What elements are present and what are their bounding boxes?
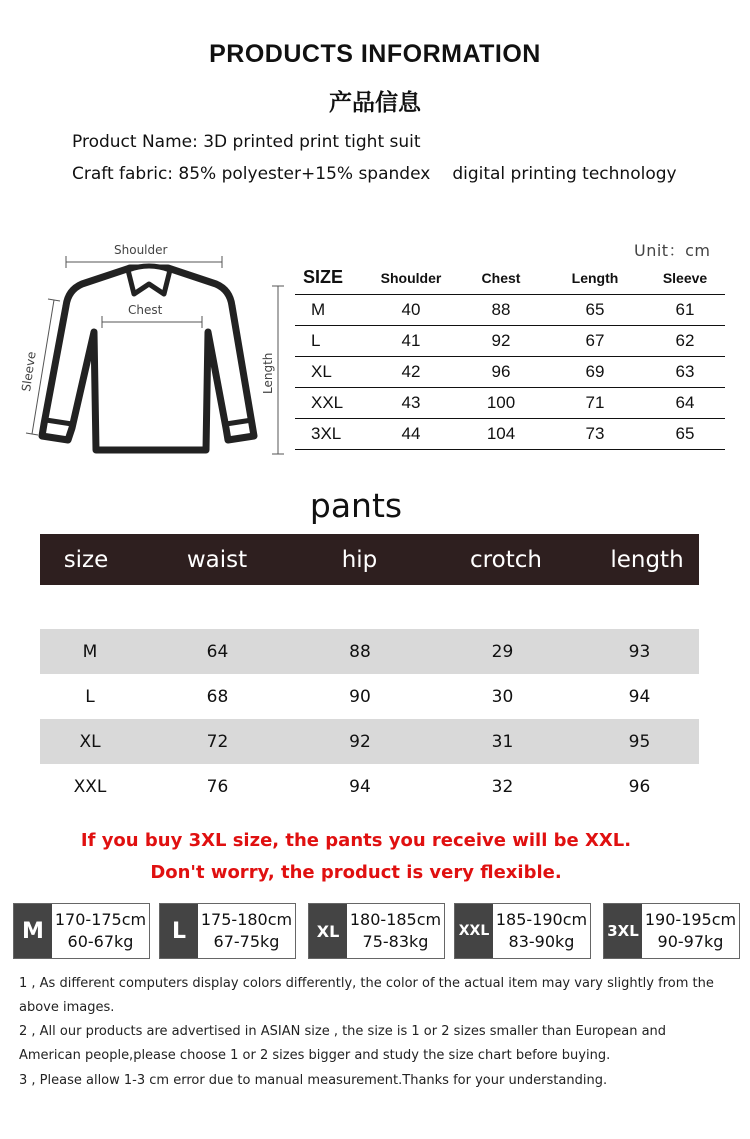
- chest-label: Chest: [128, 303, 163, 317]
- pants-cell-length: 93: [628, 641, 651, 662]
- size-height: 190-195cm: [644, 910, 737, 929]
- pants-cell-waist: 64: [206, 641, 229, 662]
- fabric-label: Craft fabric: 85% polyester+: [72, 164, 316, 184]
- cell-size: XXL: [295, 387, 365, 418]
- pants-cell-length: 95: [628, 731, 651, 752]
- pants-cell-length: 94: [628, 686, 651, 707]
- size-values: [52, 904, 149, 958]
- pants-cell-crotch: 31: [491, 731, 514, 752]
- cell-chest: 104: [457, 418, 545, 449]
- cell-sleeve: 63: [645, 356, 725, 387]
- pants-cell-hip: 90: [349, 686, 371, 707]
- size-weight: 60-67kg: [67, 932, 134, 951]
- note-asian-size: 2 , All our products are advertised in ASIAN size , the size is 1 or 2 sizes smaller than European and American people,please choose 1 or 2 sizes bigger and study the size chart before buying.: [19, 1024, 667, 1063]
- size-weight: 90-97kg: [657, 932, 724, 951]
- size-tag: XXL: [455, 904, 493, 958]
- pants-cell-waist: 72: [206, 731, 229, 752]
- page-title: PRODUCTS INFORMATION: [209, 40, 541, 68]
- fabric-spandex: 15% spandex: [315, 164, 431, 184]
- shirt-diagram: [10, 236, 290, 466]
- cell-length: 67: [545, 325, 645, 356]
- table-row: [295, 418, 725, 449]
- cell-shoulder: 42: [365, 356, 457, 387]
- size-height: 185-190cm: [495, 910, 588, 929]
- pants-header-row: [40, 534, 699, 585]
- pants-row: [40, 629, 699, 674]
- header-length: Length: [545, 262, 645, 294]
- size-weight: 83-90kg: [508, 932, 575, 951]
- pants-title: pants: [309, 486, 403, 525]
- pants-cell-crotch: 32: [491, 776, 514, 797]
- cell-chest: 100: [457, 387, 545, 418]
- table-row: [295, 294, 725, 325]
- size-weight: 67-75kg: [213, 932, 280, 951]
- pants-row: [40, 719, 699, 764]
- pants-cell-waist: 68: [206, 686, 229, 707]
- size-height: 170-175cm: [54, 910, 147, 929]
- size-tag: 3XL: [604, 904, 642, 958]
- cell-shoulder: 40: [365, 294, 457, 325]
- table-header-row: [295, 262, 725, 294]
- pants-header-crotch: crotch: [470, 546, 542, 573]
- pants-cell-hip: 88: [349, 641, 371, 662]
- warning-line-1: If you buy 3XL size, the pants you receive will be XXL.: [80, 830, 632, 851]
- cell-length: 69: [545, 356, 645, 387]
- cell-size: L: [295, 325, 365, 356]
- size-weight: 75-83kg: [362, 932, 429, 951]
- pants-cell-crotch: 30: [491, 686, 514, 707]
- cell-sleeve: 64: [645, 387, 725, 418]
- length-label: Length: [261, 352, 275, 394]
- shirt-outline: [42, 268, 254, 450]
- cell-sleeve: 62: [645, 325, 725, 356]
- pants-cell-hip: 94: [349, 776, 371, 797]
- top-size-table: [295, 262, 725, 450]
- warning-line-2: Don't worry, the product is very flexible.: [150, 862, 562, 883]
- pants-cell-length: 96: [628, 776, 651, 797]
- pants-header-size: size: [63, 546, 109, 573]
- size-guide-l: [159, 903, 296, 959]
- cell-shoulder: 41: [365, 325, 457, 356]
- cell-length: 71: [545, 387, 645, 418]
- pants-cell-waist: 76: [206, 776, 229, 797]
- cell-chest: 96: [457, 356, 545, 387]
- header-size: SIZE: [295, 262, 365, 294]
- size-tag: M: [14, 904, 52, 958]
- pants-cell-size: XL: [79, 731, 101, 752]
- size-tag: XL: [309, 904, 347, 958]
- technology-label: digital printing technology: [452, 164, 677, 184]
- table-row: [295, 325, 725, 356]
- pants-cell-size: XXL: [73, 776, 107, 797]
- pants-cell-hip: 92: [349, 731, 371, 752]
- header-sleeve: Sleeve: [645, 262, 725, 294]
- size-values: [198, 904, 295, 958]
- header-chest: Chest: [457, 262, 545, 294]
- cell-size: 3XL: [295, 418, 365, 449]
- cell-sleeve: 61: [645, 294, 725, 325]
- size-values: [642, 904, 739, 958]
- size-guide-m: [13, 903, 150, 959]
- header-shoulder: Shoulder: [365, 262, 457, 294]
- cell-sleeve: 65: [645, 418, 725, 449]
- page-subtitle: 产品信息: [329, 90, 421, 116]
- pants-row: [40, 764, 699, 809]
- size-values: [493, 904, 590, 958]
- cell-size: M: [295, 294, 365, 325]
- pants-header-hip: hip: [341, 546, 378, 573]
- size-guide-xl: [308, 903, 445, 959]
- shoulder-label: Shoulder: [114, 243, 168, 257]
- note-colors: 1 , As different computers display colors differently, the color of the actual item may vary slightly from the above images.: [19, 976, 714, 1015]
- cell-shoulder: 44: [365, 418, 457, 449]
- table-row: [295, 387, 725, 418]
- cell-length: 73: [545, 418, 645, 449]
- cell-size: XL: [295, 356, 365, 387]
- fabric-line: [72, 164, 677, 184]
- size-tag: L: [160, 904, 198, 958]
- pants-cell-crotch: 29: [491, 641, 514, 662]
- cell-shoulder: 43: [365, 387, 457, 418]
- pants-header-length: length: [610, 546, 684, 573]
- size-guide-3xl: [603, 903, 740, 959]
- pants-header-waist: waist: [186, 546, 248, 573]
- product-name: Product Name: 3D printed print tight suit: [72, 132, 421, 152]
- cell-chest: 92: [457, 325, 545, 356]
- collar: [128, 266, 170, 294]
- note-measurement: 3 , Please allow 1-3 cm error due to manual measurement.Thanks for your understanding.: [19, 1073, 608, 1088]
- pants-cell-size: L: [85, 686, 95, 707]
- size-height: 175-180cm: [200, 910, 293, 929]
- pants-row: [40, 674, 699, 719]
- cell-length: 65: [545, 294, 645, 325]
- size-values: [347, 904, 444, 958]
- table-row: [295, 356, 725, 387]
- size-height: 180-185cm: [349, 910, 442, 929]
- sleeve-label: Sleeve: [19, 350, 39, 393]
- cell-chest: 88: [457, 294, 545, 325]
- size-guide-xxl: [454, 903, 591, 959]
- pants-cell-size: M: [82, 641, 98, 662]
- unit-label: Unit：cm: [634, 241, 711, 260]
